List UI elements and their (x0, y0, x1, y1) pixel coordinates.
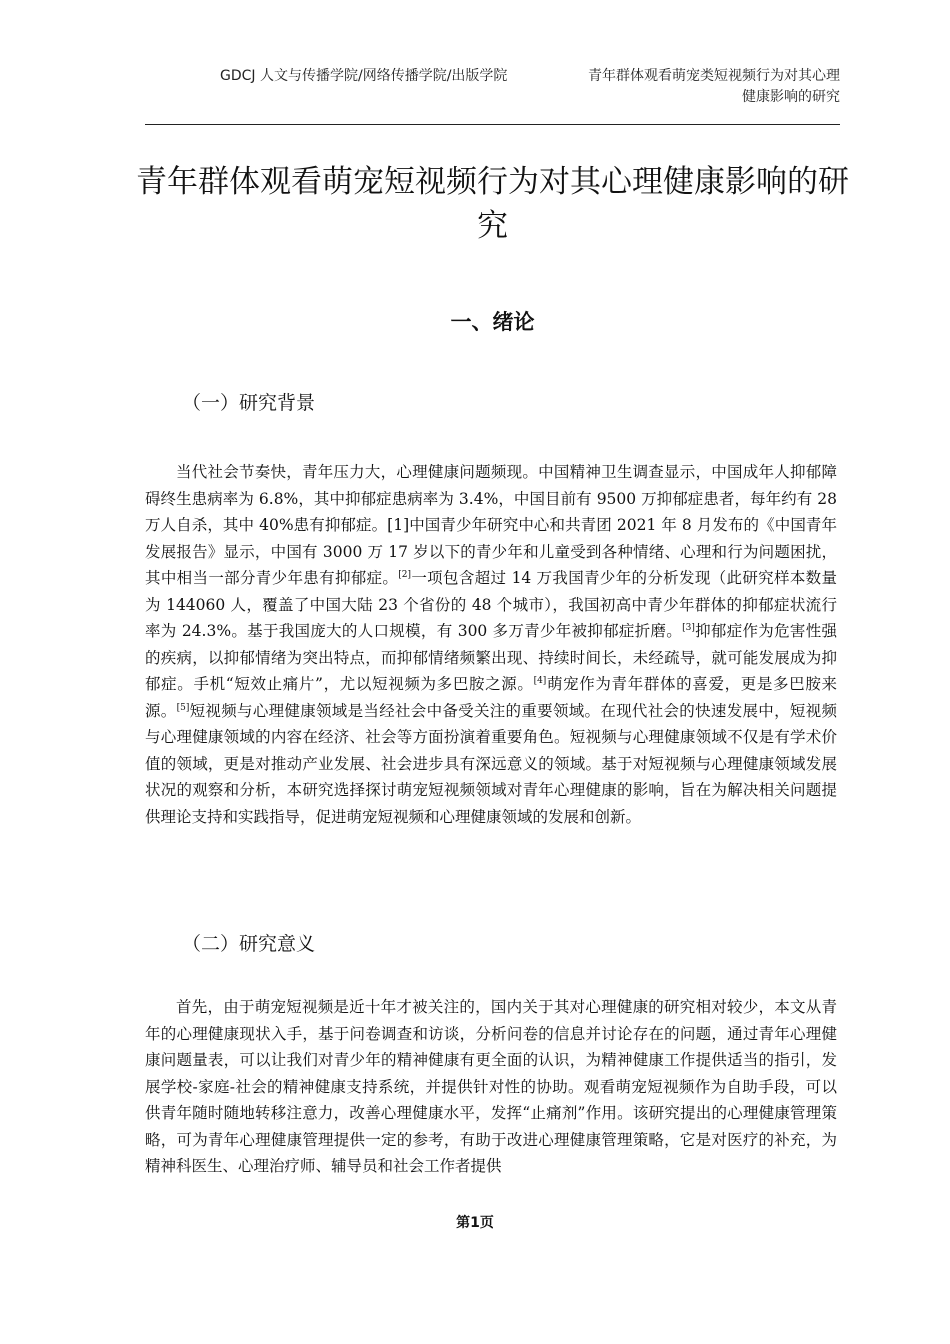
background-text-1: 当代社会节奏快，青年压力大，心理健康问题频现。中国精神卫生调查显示，中国成年人抑郁障碍终生患病率为 6.8%，其中抑郁症患病率为 3.4%，中国目前有 9500 万抑郁症患者，每年约有 28 万人自杀，其中 40%患有抑郁症。[1]中国青少年研究中心和共青团 2021 年 8 月发布的《中国青年发展报告》显示，中国有 3000 万 17 岁以下的青少年和儿童受到各种情绪、心理和行为问题困扰，其中相当一部分青少年患有抑郁症。 (145, 463, 837, 587)
background-text-3: 抑郁症作为危害性强的疾病，以抑郁情绪为突出特点，而抑郁情绪频繁出现、持续时间长，未经疏导，就可能发展成为抑郁症。手机“短效止痛片”，尤以短视频为多巴胺之源。 (145, 622, 837, 693)
page-number: 第1页 (456, 1215, 494, 1231)
paragraph-background (145, 459, 837, 830)
paper-title: 青年群体观看萌宠短视频行为对其心理健康影响的研究 (136, 164, 849, 244)
background-text-4: 萌宠作为青年群体的喜爱，更是多巴胺来源。 (145, 675, 837, 720)
citation-ref: [2] (398, 569, 412, 580)
background-text-5: 短视频与心理健康领域是当经社会中备受关注的重要领域。在现代社会的快速发展中，短视频与心理健康领域的内容在经济、社会等方面扮演着重要角色。短视频与心理健康领域不仅是有学术价值的领域，更是对推动产业发展、社会进步具有深远意义的领域。基于对短视频与心理健康领域发展状况的观察和分析，本研究选择探讨萌宠短视频领域对青年心理健康的影响，旨在为解决相关问题提供理论支持和实践指导，促进萌宠短视频和心理健康领域的发展和创新。 (145, 701, 837, 826)
citation-ref: [5] (176, 702, 190, 713)
paragraph-significance: 首先，由于萌宠短视频是近十年才被关注的，国内关于其对心理健康的研究相对较少，本文从青年的心理健康现状入手，基于问卷调查和访谈，分析问卷的信息并讨论存在的问题，通过青年心理健康问题量表，可以让我们对青少年的精神健康有更全面的认识，为精神健康工作提供适当的指引，发展学校-家庭-社会的精神健康支持系统，并提供针对性的协助。观看萌宠短视频作为自助手段，可以供青年随时随地转移注意力，改善心理健康水平，发挥“止痛剂”作用。该研究提出的心理健康管理策略，可为青年心理健康管理提供一定的参考，有助于改进心理健康管理策略，它是对医疗的补充，为精神科医生、心理治疗师、辅导员和社会工作者提供 (145, 998, 837, 1175)
header-paper-title: 青年群体观看萌宠类短视频行为对其心理健康影响的研究 (588, 68, 840, 105)
citation-ref: [3] (682, 622, 695, 633)
subsection-heading-significance: （二）研究意义 (182, 933, 316, 955)
background-text-2: 一项包含超过 14 万我国青少年的分析发现（此研究样本数量为 144060 人，覆盖了中国大陆 23 个省份的 48 个城市），我国初高中青少年群体的抑郁症状流行率为 24.3%。基于我国庞大的人口规模，有 300 多万青少年被抑郁症折磨。 (145, 569, 837, 640)
subsection-heading-background: （一）研究背景 (182, 392, 316, 414)
header-divider (145, 124, 840, 125)
citation-ref: [4] (533, 675, 547, 686)
section-heading-introduction: 一、绪论 (450, 310, 535, 334)
header-institution: GDCJ 人文与传播学院/网络传播学院/出版学院 (220, 68, 508, 84)
